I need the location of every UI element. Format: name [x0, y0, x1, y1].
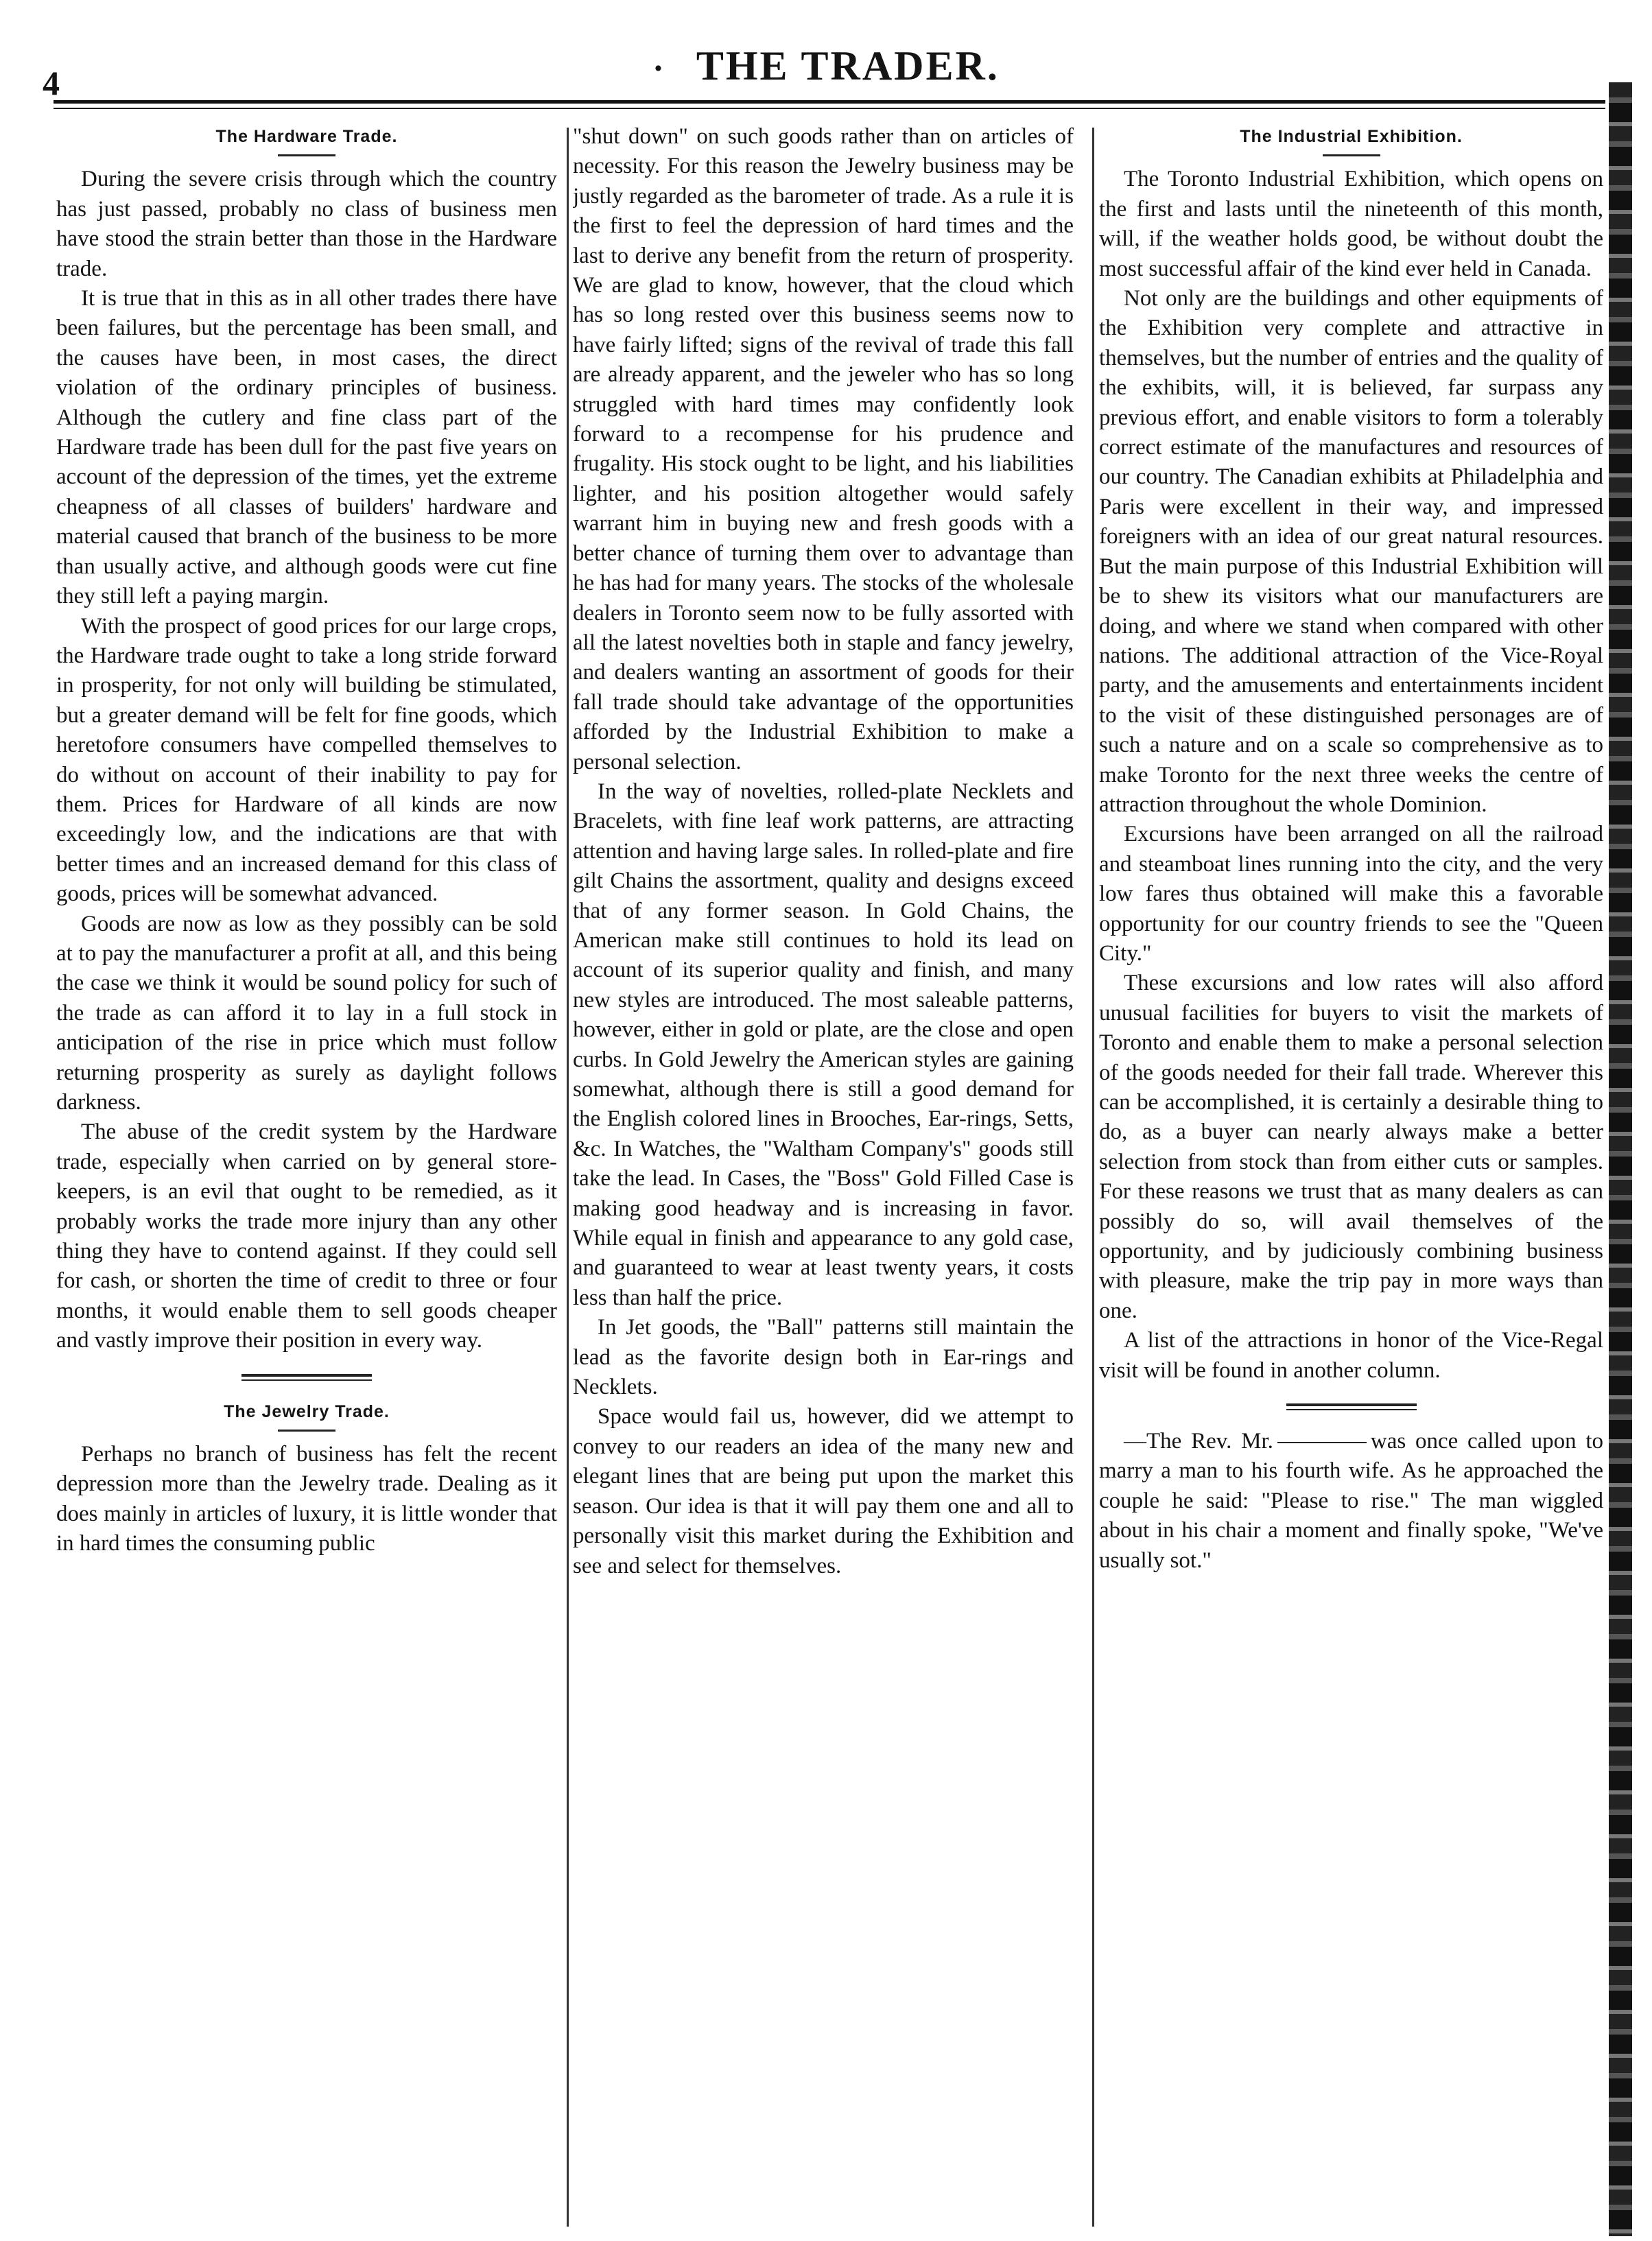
section-divider	[1286, 1403, 1417, 1410]
article-paragraph: These excursions and low rates will also afford unusual facilities for buyers to visit the markets of Toronto and enable them to make a personal selection of the goods needed for their fall trade. Wherever this can be accomplished, it is certainly a desirable thing to do, as a buyer can nearly always make a better selection from stock than from either cuts or samples. For these reasons we trust that as many dealers as can possibly do so, will avail themselves of the opportunity, and by judiciously combining business with pleasure, make the trip pay in more ways than one.	[1099, 971, 1603, 1323]
article-heading-exhibition: The Industrial Exhibition.	[1240, 127, 1463, 146]
page-number: 4	[43, 64, 60, 102]
article-paragraph: The abuse of the credit system by the Hardware trade, especially when carried on by general store-keepers, is an evil that ought to be remedied, as it probably works the trade more injury than any other thing they have to contend against. If they could sell for cash, or shorten the time of credit to three or four months, it would enable them to sell goods cheaper and vastly improve their position in every way.	[56, 1119, 557, 1353]
article-paragraph: During the severe crisis through which the country has just passed, probably no class of business men have stood the strain better than those in the Hardware trade.	[56, 167, 557, 281]
heading-rule	[278, 1430, 335, 1432]
column-2	[573, 122, 1074, 2228]
column-1	[56, 122, 557, 2228]
article-paragraph: Goods are now as low as they possibly can be sold at to pay the manufacturer a profit at all, and this being the case we think it would be sound policy for such of the trade as can afford it to lay in a full stock in anticipation of the rise in price which must follow returning prosperity as surely as daylight follows darkness.	[56, 911, 557, 1115]
anecdote-start: —The Rev. Mr.	[1124, 1429, 1273, 1454]
section-divider	[241, 1374, 372, 1381]
article-paragraph: In Jet goods, the "Ball" patterns still maintain the lead as the favorite design both in Ear-rings and Necklets.	[573, 1315, 1074, 1400]
heading-rule	[1323, 154, 1380, 156]
article-paragraph: The Toronto Industrial Exhibition, which opens on the first and lasts until the nineteenth of this month, will, if the weather holds good, be without doubt the most successful affair of the kind ever held in Canada.	[1099, 167, 1603, 281]
article-paragraph: Perhaps no branch of business has felt the recent depression more than the Jewelry trade. Dealing as it does mainly in articles of luxury, it is little wonder that in hard times the consuming public	[56, 1442, 557, 1556]
scan-edge-shadow	[1609, 82, 1632, 2236]
article-paragraph: With the prospect of good prices for our large crops, the Hardware trade ought to take a long stride forward in prosperity, for not only will building be stimulated, but a greater demand will be felt for fine goods, which heretofore consumers have compelled themselves to do without on account of their inability to pay for them. Prices for Hardware of all kinds are now exceedingly low, and the indications are that with better times and an increased demand for this class of goods, prices will be somewhat advanced.	[56, 613, 557, 907]
header-rule	[54, 100, 1605, 109]
column-rule-2	[1092, 128, 1094, 2227]
article-paragraph: In the way of novelties, rolled-plate Necklets and Bracelets, with fine leaf work patterns, are attracting attention and having large sales. In rolled-plate and fire gilt Chains the assortment, quality and designs exceed that of any former season. In Gold Chains, the American make still continues to hold its lead on account of its superior quality and finish, and many new styles are introduced. The most saleable patterns, however, either in gold or plate, are the close and open curbs. In Gold Jewelry the American styles are gaining somewhat, although there is still a good demand for the English colored lines in Brooches, Ear-rings, Setts, &c. In Watches, the "Waltham Company's" goods still take the lead. In Cases, the "Boss" Gold Filled Case is making good headway and is increasing in favor. While equal in finish and appearance to any gold case, and guaranteed to wear at least twenty years, it costs less than half the price.	[573, 779, 1074, 1310]
article-paragraph: "shut down" on such goods rather than on articles of necessity. For this reason the Jewelry business may be justly regarded as the barometer of trade. As a rule it is the first to feel the depression of hard times and the last to derive any benefit from the return of prosperity. We are glad to know, however, that the cloud which has so long rested over this business seems now to have fairly lifted; signs of the revival of trade this fall are already apparent, and the jeweler who has so long struggled with hard times may confidently look forward to a recompense for his prudence and frugality. His stock ought to be light, and his liabilities lighter, and his position altogether would safely warrant him in buying new and fresh goods with a better chance of turning them over to advantage than he has had for many years. The stocks of the wholesale dealers in Toronto seem now to be fully assorted with all the latest novelties both in staple and fancy jewelry, and dealers wanting an assortment of goods for their fall trade should take advantage of the opportunities afforded by the Industrial Exhibition to make a personal selection.	[573, 124, 1074, 774]
article-paragraph: It is true that in this as in all other trades there have been failures, but the percentage has been small, and the causes have been, in most cases, the direct violation of the ordinary principles of business. Although the cutlery and fine class part of the Hardware trade has been dull for the past five years on account of the depression of the times, yet the extreme cheapness of all classes of builders' hardware and material caused that branch of the business to be more than usually active, and although goods were cut fine they still left a paying margin.	[56, 286, 557, 609]
masthead-dot: ·	[652, 49, 666, 87]
column-rule-1	[567, 128, 569, 2227]
heading-rule	[278, 154, 335, 156]
name-blank-line	[1277, 1442, 1367, 1443]
article-heading-hardware: The Hardware Trade.	[215, 127, 398, 146]
article-paragraph: Excursions have been arranged on all the railroad and steamboat lines running into the city, and the very low fares thus obtained will make this a favorable opportunity for our country friends to see the "Queen City."	[1099, 822, 1603, 966]
article-paragraph: Not only are the buildings and other equipments of the Exhibition very complete and attractive in themselves, but the number of entries and the quality of the exhibits, will, it is believed, far surpass any previous effort, and enable visitors to form a tolerably correct estimate of the manufactures and resources of our country. The Canadian exhibits at Philadelphia and Paris were excellent in their way, and impressed foreigners with an idea of our great natural resources. But the main purpose of this Industrial Exhibition will be to shew its visitors what our manufacturers are doing, and where we stand when compared with other nations. The additional attraction of the Vice-Royal party, and the amusements and entertainments incident to the visit of these distinguished personages are of such a nature and on a scale so comprehensive as to make Toronto for the next three weeks the centre of attraction throughout the whole Dominion.	[1099, 286, 1603, 817]
column-3	[1099, 122, 1603, 2228]
newspaper-title: THE TRADER.	[696, 43, 1000, 88]
article-heading-jewelry: The Jewelry Trade.	[224, 1401, 390, 1421]
anecdote-paragraph	[1099, 1427, 1603, 1576]
masthead	[0, 43, 1652, 90]
article-paragraph: Space would fail us, however, did we attempt to convey to our readers an idea of the many new and elegant lines that are being put upon the market this season. Our idea is that it will pay them one and all to personally visit this market during the Exhibition and see and select for themselves.	[573, 1404, 1074, 1578]
article-paragraph: A list of the attractions in honor of the Vice-Regal visit will be found in another column.	[1099, 1328, 1603, 1383]
anecdote-rest: was once called upon to marry a man to his fourth wife. As he approached the couple he said: "Please to rise." The man wiggled about in his chair a moment and finally spoke, "We've usually sot."	[1099, 1429, 1603, 1573]
